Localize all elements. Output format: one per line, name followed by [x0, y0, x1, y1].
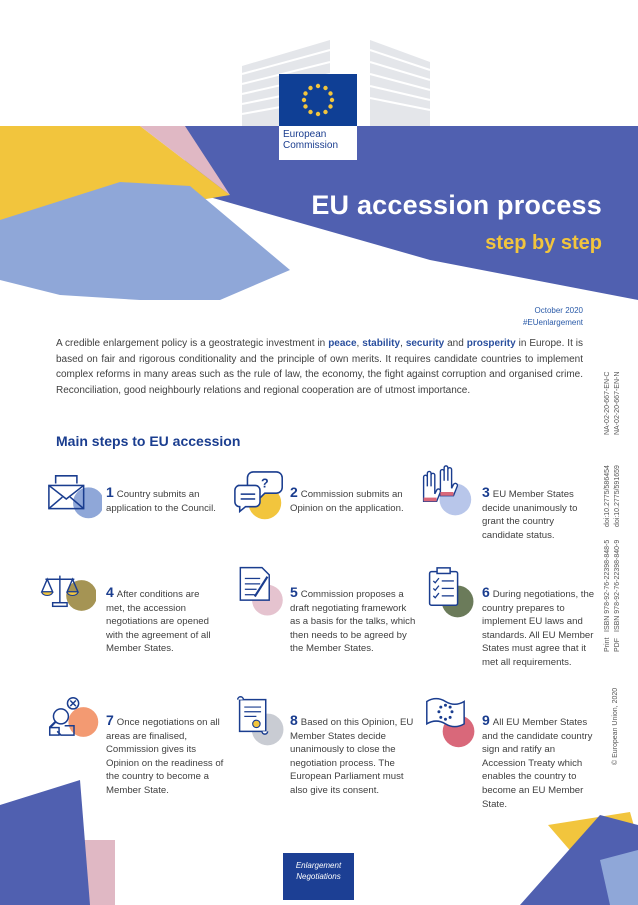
doi-pdf: doi:10.2775/591659 [614, 465, 621, 527]
intro-text-2: in Europe. It is based on fair and rigorous conditionality and the principle of own merits. It requires candidate countries to implement complex reforms in many areas such as the rule of law, the economy, the fight against corruption and organised crime. Reconciliation, good neighbourly relations and regional cooperation are of utmost importance. [56, 338, 584, 396]
highlight-prosperity: prosperity [466, 338, 516, 349]
badge-line-2: Negotiations [296, 872, 341, 881]
copyright: © European Union, 2020 [612, 687, 619, 765]
intro-paragraph [56, 336, 583, 398]
isbn-pdf: ISBN 978-92-76-22398-840-9 [614, 539, 621, 632]
step-text [482, 714, 598, 811]
step-8 [234, 694, 414, 809]
badge-line-1: Enlargement [295, 861, 342, 870]
bottom-navy-shape [0, 780, 90, 905]
step-number: 2 [290, 484, 298, 500]
certificate-icon [234, 694, 290, 750]
step-description: Commission submits an Opinion on the application. [290, 489, 404, 514]
svg-text:?: ? [260, 476, 269, 491]
step-text [106, 486, 218, 515]
step-description: After conditions are met, the accession negotiations are opened with the agreement of all Member States. [106, 589, 211, 655]
eu-flag-icon [279, 74, 357, 126]
date-block [523, 305, 583, 329]
step-description: Once negotiations on all areas are finalised, Commission gives its Opinion on the readiness of the country to become a Member State. [106, 717, 224, 796]
step-number: 7 [106, 712, 114, 728]
step-description: Country submits an application to the Council. [106, 489, 216, 514]
step-text [106, 714, 230, 798]
european-commission-logo [279, 74, 357, 160]
hashtag-link[interactable]: #EUenlargement [522, 318, 583, 327]
step-number: 9 [482, 712, 490, 728]
enlargement-negotiations-badge [283, 853, 354, 900]
document-pen-icon [234, 564, 290, 620]
intro-sep-2: , [400, 338, 406, 349]
step-6 [424, 566, 604, 676]
step-3 [418, 464, 598, 544]
isbn-print: ISBN 978-92-76-22398-848-5 [604, 539, 611, 632]
logo-line-1: European [283, 129, 327, 140]
step-text [106, 586, 216, 656]
step-number: 4 [106, 584, 114, 600]
step-1 [46, 470, 226, 540]
step-4 [40, 572, 220, 667]
highlight-peace: peace [328, 338, 357, 349]
step-description: EU Member States decide unanimously to grant the country candidate status. [482, 489, 578, 541]
page-subtitle: step by step [485, 232, 602, 254]
highlight-security: security [405, 338, 445, 349]
step-description: Commission proposes a draft negotiating framework as a basis for the talks, which then needs to be agreed by the Member States. [290, 589, 416, 655]
raised-hands-icon [418, 464, 474, 520]
eu-flag-icon [424, 694, 480, 750]
step-number: 1 [106, 484, 114, 500]
step-text [482, 486, 594, 542]
speech-bubbles-icon [232, 470, 288, 526]
intro-and: and [444, 338, 467, 349]
intro-sep-1: , [356, 338, 363, 349]
step-number: 8 [290, 712, 298, 728]
label-print: Print [604, 637, 611, 652]
step-number: 5 [290, 584, 298, 600]
step-number: 3 [482, 484, 490, 500]
doi-print: doi:10.2775/586454 [604, 465, 611, 527]
catalogue-number-pdf: NA-02-20-667-EN-N [614, 371, 621, 435]
step-5 [234, 564, 414, 664]
step-number: 6 [482, 584, 490, 600]
page-title: EU accession process [311, 190, 602, 220]
step-text [290, 714, 414, 798]
section-title: Main steps to EU accession [56, 433, 241, 449]
checklist-icon [424, 566, 480, 622]
scales-icon [40, 572, 96, 628]
magnifier-hand-icon [46, 694, 102, 750]
step-description: During negotiations, the country prepares to implement EU laws and standards. All EU Member States must agree that it met all requirements. [482, 589, 595, 668]
catalogue-number-print: NA-02-20-667-EN-C [604, 371, 611, 435]
logo-line-2: Commission [283, 140, 339, 151]
step-text [290, 586, 416, 656]
step-description: All EU Member States and the candidate country sign and ratify an Accession Treaty which enables the country to become an EU Member State. [482, 717, 593, 810]
publication-date: October 2020 [534, 306, 583, 315]
highlight-stability: stability [362, 338, 401, 349]
step-text [290, 486, 408, 515]
intro-text-1: A credible enlargement policy is a geostrategic investment in [56, 338, 329, 349]
label-pdf: PDF [614, 638, 621, 652]
step-description: Based on this Opinion, EU Member States decide unanimously to close the negotiation process. The European Parliament must also give its consent. [290, 717, 414, 796]
step-text [482, 586, 596, 670]
step-7 [46, 694, 226, 794]
step-2 [232, 470, 412, 540]
envelope-icon [46, 470, 102, 526]
step-9 [424, 694, 604, 809]
